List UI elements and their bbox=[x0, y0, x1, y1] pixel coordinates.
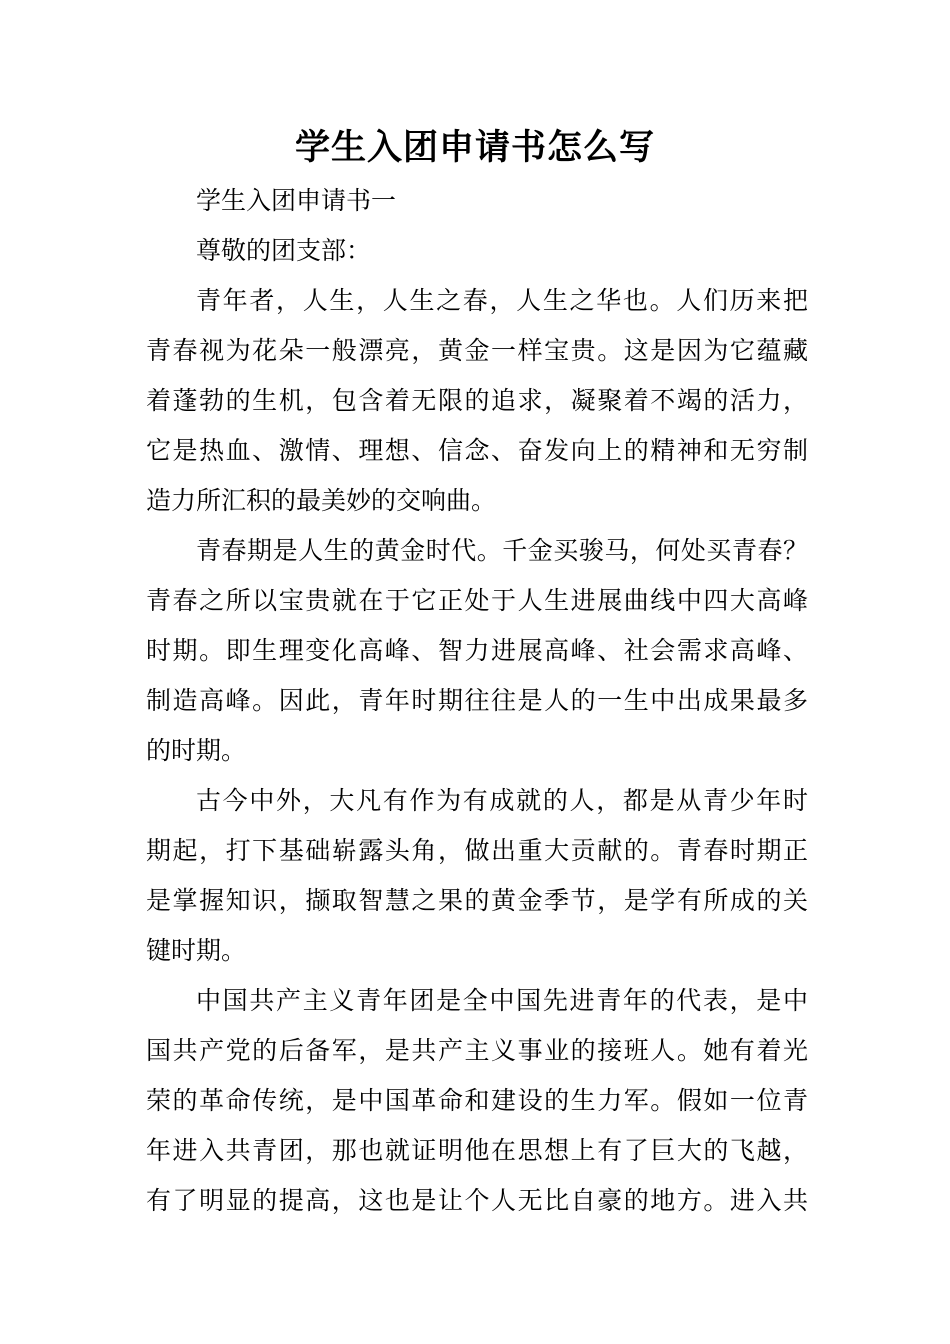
text-line: 制造高峰。因此，青年时期往往是人的一生中出成果最多 bbox=[146, 686, 808, 715]
text-line: 国共产党的后备军，是共产主义事业的接班人。她有着光 bbox=[146, 1036, 808, 1065]
text-line: 荣的革命传统，是中国革命和建设的生力军。假如一位青 bbox=[146, 1086, 808, 1115]
document-body bbox=[146, 176, 808, 1226]
text-line: 是掌握知识，撷取智慧之果的黄金季节，是学有所成的关 bbox=[146, 886, 808, 915]
text-line: 有了明显的提高，这也是让个人无比自豪的地方。进入共 bbox=[146, 1186, 808, 1215]
text-line: 青春期是人生的黄金时代。千金买骏马，何处买青春？ bbox=[196, 536, 808, 565]
text-line: 尊敬的团支部： bbox=[196, 236, 372, 265]
text-line: 的时期。 bbox=[146, 736, 247, 765]
text-line: 青春视为花朵一般漂亮，黄金一样宝贵。这是因为它蕴藏 bbox=[146, 336, 808, 365]
text-line: 古今中外，大凡有作为有成就的人，都是从青少年时 bbox=[196, 786, 808, 815]
text-line: 期起，打下基础崭露头角，做出重大贡献的。青春时期正 bbox=[146, 836, 808, 865]
text-line: 时期。即生理变化高峰、智力进展高峰、社会需求高峰、 bbox=[146, 636, 808, 665]
text-line: 造力所汇积的最美妙的交响曲。 bbox=[146, 486, 497, 515]
text-line: 青年者，人生，人生之春，人生之华也。人们历来把 bbox=[196, 286, 808, 315]
text-line: 中国共产主义青年团是全中国先进青年的代表，是中 bbox=[196, 986, 808, 1015]
text-line: 青春之所以宝贵就在于它正处于人生进展曲线中四大高峰 bbox=[146, 586, 808, 615]
text-line: 键时期。 bbox=[146, 936, 247, 965]
text-line: 学生入团申请书一 bbox=[196, 186, 397, 215]
document-title: 学生入团申请书怎么写 bbox=[294, 128, 655, 168]
text-line: 年进入共青团，那也就证明他在思想上有了巨大的飞越， bbox=[146, 1136, 808, 1165]
text-line: 着蓬勃的生机，包含着无限的追求，凝聚着不竭的活力， bbox=[146, 386, 808, 415]
text-line: 它是热血、激情、理想、信念、奋发向上的精神和无穷制 bbox=[146, 436, 808, 465]
